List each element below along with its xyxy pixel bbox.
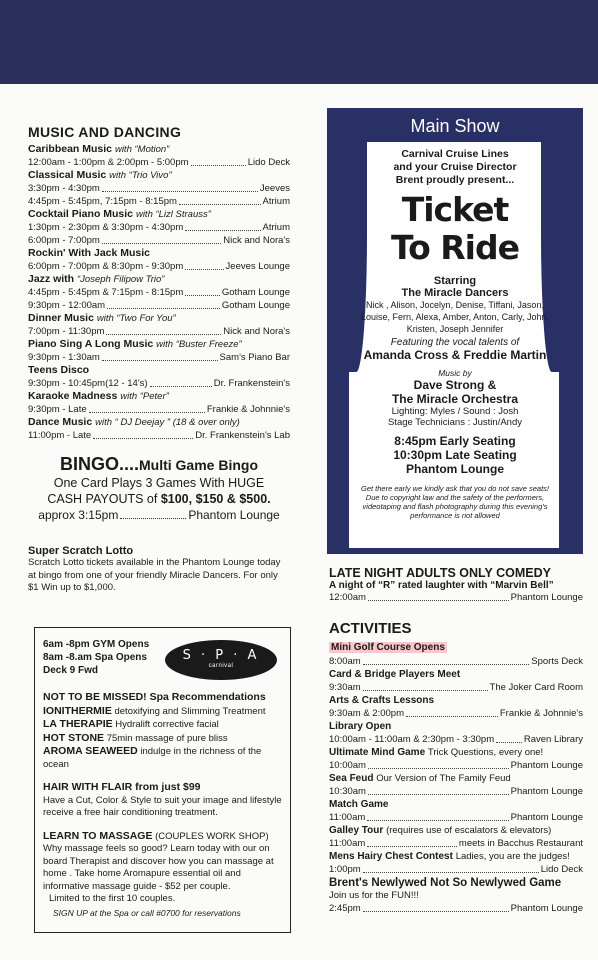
spa-rec-title: NOT TO BE MISSED! Spa Recommendations: [43, 691, 266, 703]
leader-dots: [102, 351, 218, 361]
schedule-time: 9:30pm - 12:00am: [28, 300, 106, 311]
activity-title-highlight: Mini Golf Course Opens: [331, 642, 445, 653]
leader-dots: [363, 681, 488, 691]
activity-note: Trick Questions, every one!: [427, 747, 544, 758]
newlywed-text: Join us for the FUN!!!: [329, 890, 419, 901]
leader-dots: [496, 733, 522, 743]
schedule-place: Nick and Nora's: [223, 326, 290, 337]
bingo-title-sub: Multi Game Bingo: [139, 457, 258, 473]
music-item-title: [28, 338, 290, 351]
schedule-row: [28, 351, 290, 364]
schedule-place: Gotham Lounge: [221, 287, 290, 298]
crew-line2: Stage Technicians : Justin/Andy: [388, 417, 522, 428]
activities-list: [329, 637, 583, 876]
spa-rec-item: [43, 718, 282, 732]
leader-dots: [406, 707, 498, 717]
schedule-place: Lido Deck: [540, 864, 583, 875]
starring-label: Starring: [433, 275, 477, 287]
schedule-row: [28, 286, 290, 299]
show-intro-2: and your Cruise Director: [393, 161, 517, 173]
schedule-time: 9:30pm - 10:45pm(12 - 14's): [28, 378, 148, 389]
schedule-place: The Joker Card Room: [489, 682, 583, 693]
schedule-place: Frankie & Johnnie's: [206, 404, 290, 415]
main-show-content: [327, 148, 583, 520]
schedule-place: meets in Bacchus Restaurant: [458, 838, 583, 849]
leader-dots: [185, 260, 223, 270]
hair-text: Have a Cut, Color & Style to suit your image and lifestyle receive a free hair conditioning treatment.: [43, 794, 282, 818]
music-by-label: Music by: [438, 368, 472, 378]
schedule-time: 11:00pm - Late: [28, 430, 92, 441]
schedule-time: 7:00pm - 11:30pm: [28, 326, 105, 337]
newlywed-time-row: [329, 902, 583, 915]
schedule-row: [329, 655, 583, 668]
music-title: Caribbean Music: [28, 143, 113, 155]
spa-rec-item: [43, 705, 282, 719]
leader-dots: [89, 403, 205, 413]
show-intro-1: Carnival Cruise Lines: [401, 148, 509, 160]
music-title: Rockin' With Jack Music: [28, 247, 151, 259]
bingo-payout-values: $100, $150 & $500.: [160, 492, 271, 506]
music-item-title: [28, 416, 290, 429]
schedule-time: 3:30pm - 4:30pm: [28, 183, 100, 194]
spa-location: Deck 9 Fwd: [43, 665, 99, 676]
schedule-time: 4:45pm - 5:45pm, 7:15pm - 8:15pm: [28, 196, 177, 207]
schedule-row: [329, 733, 583, 746]
spa-rec-name: HOT STONE: [43, 731, 105, 744]
hair-section: [43, 781, 282, 820]
show-title-line2: To Ride: [390, 228, 519, 267]
activity-title: [329, 824, 583, 837]
schedule-row: [28, 299, 290, 312]
gym-hours: 6am -8pm GYM Opens: [43, 639, 150, 650]
music-item-title: [28, 273, 290, 286]
leader-dots: [367, 811, 508, 821]
music-title: Cocktail Piano Music: [28, 208, 134, 220]
activity-name: Ultimate Mind Game: [329, 747, 426, 758]
music-heading: MUSIC AND DANCING: [28, 124, 182, 140]
activity-name: Galley Tour: [329, 825, 384, 836]
leader-dots: [107, 299, 220, 309]
activity-name: Library Open: [329, 721, 392, 732]
schedule-time: 6:00pm - 7:00pm: [28, 235, 100, 246]
crew-line1: Lighting: Myles / Sound : Josh: [391, 406, 519, 417]
spa-rec-name: AROMA SEAWEED: [43, 745, 138, 757]
schedule-time: 9:30am: [329, 682, 361, 693]
music-performer: with “Peter”: [120, 391, 169, 402]
activity-note: (requires use of escalators & elevators): [386, 825, 552, 836]
vocalists: Amanda Cross & Freddie Martin: [363, 348, 547, 362]
spa-hours-line: 8am -8.am Spa Opens: [43, 652, 147, 663]
bingo-payout-label: CASH PAYOUTS of: [47, 492, 161, 506]
newlywed-title: Brent's Newlywed Not So Newlywed Game: [329, 877, 562, 889]
schedule-place: Nick and Nora's: [223, 235, 290, 246]
massage-section: [43, 830, 282, 920]
leader-dots: [363, 902, 509, 912]
show-note: Get there early we kindly ask that you do not save seats! Due to copyright law and the safety of the performers, videotaping and flash photography during this evening's performance is not allowed: [360, 484, 550, 520]
bingo-line1: One Card Plays 3 Games With HUGE: [53, 476, 265, 490]
music-performer: with “Lizl Strauss”: [135, 209, 211, 220]
leader-dots: [185, 286, 220, 296]
activity-title: [329, 798, 583, 811]
schedule-time: 10:30am: [329, 786, 366, 797]
bingo-place: Phantom Lounge: [188, 508, 280, 522]
activity-title: [329, 694, 583, 707]
troupe-name: The Miracle Dancers: [401, 287, 509, 299]
leader-dots: [367, 837, 457, 847]
schedule-place: Jeeves: [259, 183, 290, 194]
music-performer: “Joseph Filipow Trio”: [77, 274, 165, 285]
music-item-title: [28, 390, 290, 403]
hair-title: HAIR WITH FLAIR from just $99: [43, 781, 201, 793]
band-line1: Dave Strong &: [413, 378, 497, 392]
music-title: Karaoke Madness: [28, 390, 118, 402]
spa-box: [34, 627, 291, 933]
schedule-row: [28, 260, 290, 273]
schedule-row: [28, 234, 290, 247]
schedule-row: [28, 325, 290, 338]
leader-dots: [191, 156, 246, 166]
music-list: [28, 143, 290, 442]
schedule-time: 9:30am & 2:00pm: [329, 708, 404, 719]
activity-note: Ladies, you are the judges!: [455, 851, 570, 862]
music-title: Classical Music: [28, 169, 107, 181]
schedule-row: [329, 837, 583, 850]
schedule-row: [329, 785, 583, 798]
schedule-row: [329, 811, 583, 824]
late-seating: 10:30pm Late Seating: [393, 448, 517, 462]
spa-rec-item: [43, 745, 282, 771]
early-seating: 8:45pm Early Seating: [394, 434, 516, 448]
schedule-time: 6:00pm - 7:00pm & 8:30pm - 9:30pm: [28, 261, 184, 272]
music-title: Dance Music: [28, 416, 93, 428]
bingo-time-row: [28, 507, 290, 523]
music-performer: with “ DJ Deejay ” (18 & over only): [95, 417, 240, 428]
leader-dots: [363, 863, 539, 873]
leader-dots: [368, 759, 509, 769]
massage-text: Why massage feels so good? Learn today with our on board Therapist and discover how you can massage at home . Take home Aromapure essential oil and informative massage guide - $52 per couple.: [43, 843, 274, 892]
schedule-time: 1:30pm - 2:30pm & 3:30pm - 4:30pm: [28, 222, 184, 233]
music-item-title: [28, 247, 290, 260]
bingo-section: [28, 454, 290, 523]
schedule-row: [28, 429, 290, 442]
comedy-title: LATE NIGHT ADULTS ONLY COMEDY: [329, 566, 551, 580]
dancer-names: Nick , Alison, Jocelyn, Denise, Tiffani, Jason, Louise, Fern, Alexa, Amber, Anton, Carly, John, Kristen, Joseph Jennifer: [361, 300, 549, 334]
spa-rec-list: [43, 705, 282, 772]
schedule-place: Atrium: [262, 196, 290, 207]
music-title: Dinner Music: [28, 312, 94, 324]
bingo-title-main: BINGO....: [59, 454, 139, 474]
music-performer: with “Two For You”: [96, 313, 176, 324]
schedule-place: Dr. Frankenstein's Lab: [195, 430, 290, 441]
schedule-place: Jeeves Lounge: [225, 261, 290, 272]
spa-rec-item: [43, 732, 282, 746]
schedule-time: 11:00am: [329, 838, 366, 849]
leader-dots: [150, 377, 212, 387]
comedy-section: [329, 566, 583, 604]
spa-rec-desc: indulge in the richness of the ocean: [43, 746, 262, 770]
music-item-title: [28, 364, 290, 377]
schedule-row: [28, 377, 290, 390]
schedule-time: 10:00am - 11:00am & 2:30pm - 3:30pm: [329, 734, 495, 745]
schedule-place: Phantom Lounge: [510, 786, 583, 797]
main-show-header: Main Show: [410, 116, 500, 136]
schedule-row: [329, 681, 583, 694]
schedule-time: 9:30pm - 1:30am: [28, 352, 100, 363]
activity-name: Card & Bridge Players Meet: [329, 669, 461, 680]
schedule-row: [329, 863, 583, 876]
schedule-time: 10:00am: [329, 760, 366, 771]
activities-section: [329, 620, 583, 915]
show-intro-3: Brent proudly present...: [395, 174, 515, 186]
activity-title: [329, 772, 583, 785]
massage-subtitle: (COUPLES WORK SHOP): [152, 830, 269, 842]
schedule-place: Gotham Lounge: [221, 300, 290, 311]
activity-name: Mens Hairy Chest Contest: [329, 851, 453, 862]
schedule-place: Raven Library: [523, 734, 583, 745]
featuring-label: Featuring the vocal talents of: [390, 337, 520, 348]
leader-dots: [106, 325, 221, 335]
schedule-time: 12:00am - 1:00pm & 2:00pm - 5:00pm: [28, 157, 189, 168]
bingo-title: [28, 454, 290, 475]
schedule-place: Dr. Frankenstein's: [213, 378, 290, 389]
show-title-line1: Ticket: [401, 190, 509, 229]
comedy-time: 12:00am: [329, 592, 366, 603]
spa-rec-name: LA THERAPIE: [43, 718, 113, 730]
massage-limit: Limited to the first 10 couples.: [49, 893, 176, 904]
comedy-place: Phantom Lounge: [510, 592, 583, 603]
schedule-row: [28, 403, 290, 416]
spa-rec-desc: 75min massage of pure bliss: [106, 732, 228, 744]
spa-rec-name: IONITHERMIE: [43, 704, 112, 717]
newlywed-place: Phantom Lounge: [510, 903, 583, 914]
spa-logo: [165, 640, 277, 680]
leader-dots: [368, 591, 509, 601]
leader-dots: [93, 429, 193, 439]
schedule-time: 11:00am: [329, 812, 366, 823]
music-item-title: [28, 143, 290, 156]
schedule-row: [329, 759, 583, 772]
schedule-time: 4:45pm - 5:45pm & 7:15pm - 8:15pm: [28, 287, 184, 298]
leader-dots: [185, 221, 260, 231]
activity-title: [329, 746, 583, 759]
spa-logo-text: S · P · A: [182, 648, 260, 663]
scratch-title: Super Scratch Lotto: [28, 545, 134, 557]
activity-name: Arts & Crafts Lessons: [329, 695, 435, 706]
comedy-subtitle: A night of “R” rated laughter with “Marvin Bell”: [329, 580, 554, 591]
spa-recommendations: [43, 691, 282, 771]
activity-title: [329, 668, 583, 681]
left-column: [28, 124, 290, 595]
activities-heading: ACTIVITIES: [329, 620, 412, 637]
music-item-title: [28, 169, 290, 182]
scratch-text: Scratch Lotto tickets available in the Phantom Lounge today at bingo from one of your friendly Miracle Dancers. For only $1 Win up to $1,000.: [28, 557, 281, 593]
schedule-row: [28, 221, 290, 234]
main-show-panel: [327, 108, 583, 554]
schedule-place: Phantom Lounge: [510, 812, 583, 823]
activity-name: Sea Feud: [329, 773, 374, 784]
band-line2: The Miracle Orchestra: [391, 392, 519, 406]
massage-title: LEARN TO MASSAGE: [43, 829, 153, 842]
schedule-time: 8:00am: [329, 656, 361, 667]
schedule-place: Sports Deck: [531, 656, 583, 667]
music-title: Jazz with: [28, 273, 75, 285]
schedule-time: 9:30pm - Late: [28, 404, 87, 415]
leader-dots: [102, 182, 258, 192]
music-title: Teens Disco: [28, 364, 90, 376]
activity-name: Match Game: [329, 799, 389, 810]
spa-logo-sub: carnival: [208, 663, 234, 669]
music-item-title: [28, 208, 290, 221]
comedy-time-row: [329, 591, 583, 604]
schedule-place: Atrium: [262, 222, 290, 233]
music-item-title: [28, 312, 290, 325]
newlywed-time: 2:45pm: [329, 903, 361, 914]
bingo-time: approx 3:15pm: [38, 508, 119, 522]
spa-rec-desc: Hydralift corrective facial: [115, 719, 219, 730]
music-performer: with “Buster Freeze”: [156, 339, 242, 350]
schedule-row: [28, 182, 290, 195]
music-performer: with “Motion”: [114, 144, 170, 155]
header-band: [0, 0, 598, 84]
right-column: [329, 566, 583, 915]
leader-dots: [179, 195, 261, 205]
activity-title: [329, 850, 583, 863]
scratch-lotto: [28, 545, 290, 595]
leader-dots: [120, 507, 186, 519]
activity-title: [329, 720, 583, 733]
music-performer: with “Trio Vivo”: [109, 170, 172, 181]
leader-dots: [363, 655, 530, 665]
schedule-place: Frankie & Johnnie's: [499, 708, 583, 719]
show-venue: Phantom Lounge: [406, 462, 504, 476]
activity-note: Our Version of The Family Feud: [376, 773, 511, 784]
schedule-place: Phantom Lounge: [510, 760, 583, 771]
leader-dots: [368, 785, 509, 795]
schedule-place: Lido Deck: [247, 157, 290, 168]
spa-rec-desc: detoxifying and Slimming Treatment: [114, 705, 266, 717]
leader-dots: [102, 234, 221, 244]
schedule-row: [329, 707, 583, 720]
schedule-row: [28, 156, 290, 169]
schedule-row: [28, 195, 290, 208]
spa-signup: SIGN UP at the Spa or call #0700 for reservations: [53, 907, 241, 918]
music-title: Piano Sing A Long Music: [28, 338, 154, 350]
bingo-line2: [28, 491, 290, 507]
schedule-time: 1:00pm: [329, 864, 361, 875]
schedule-place: Sam's Piano Bar: [219, 352, 290, 363]
